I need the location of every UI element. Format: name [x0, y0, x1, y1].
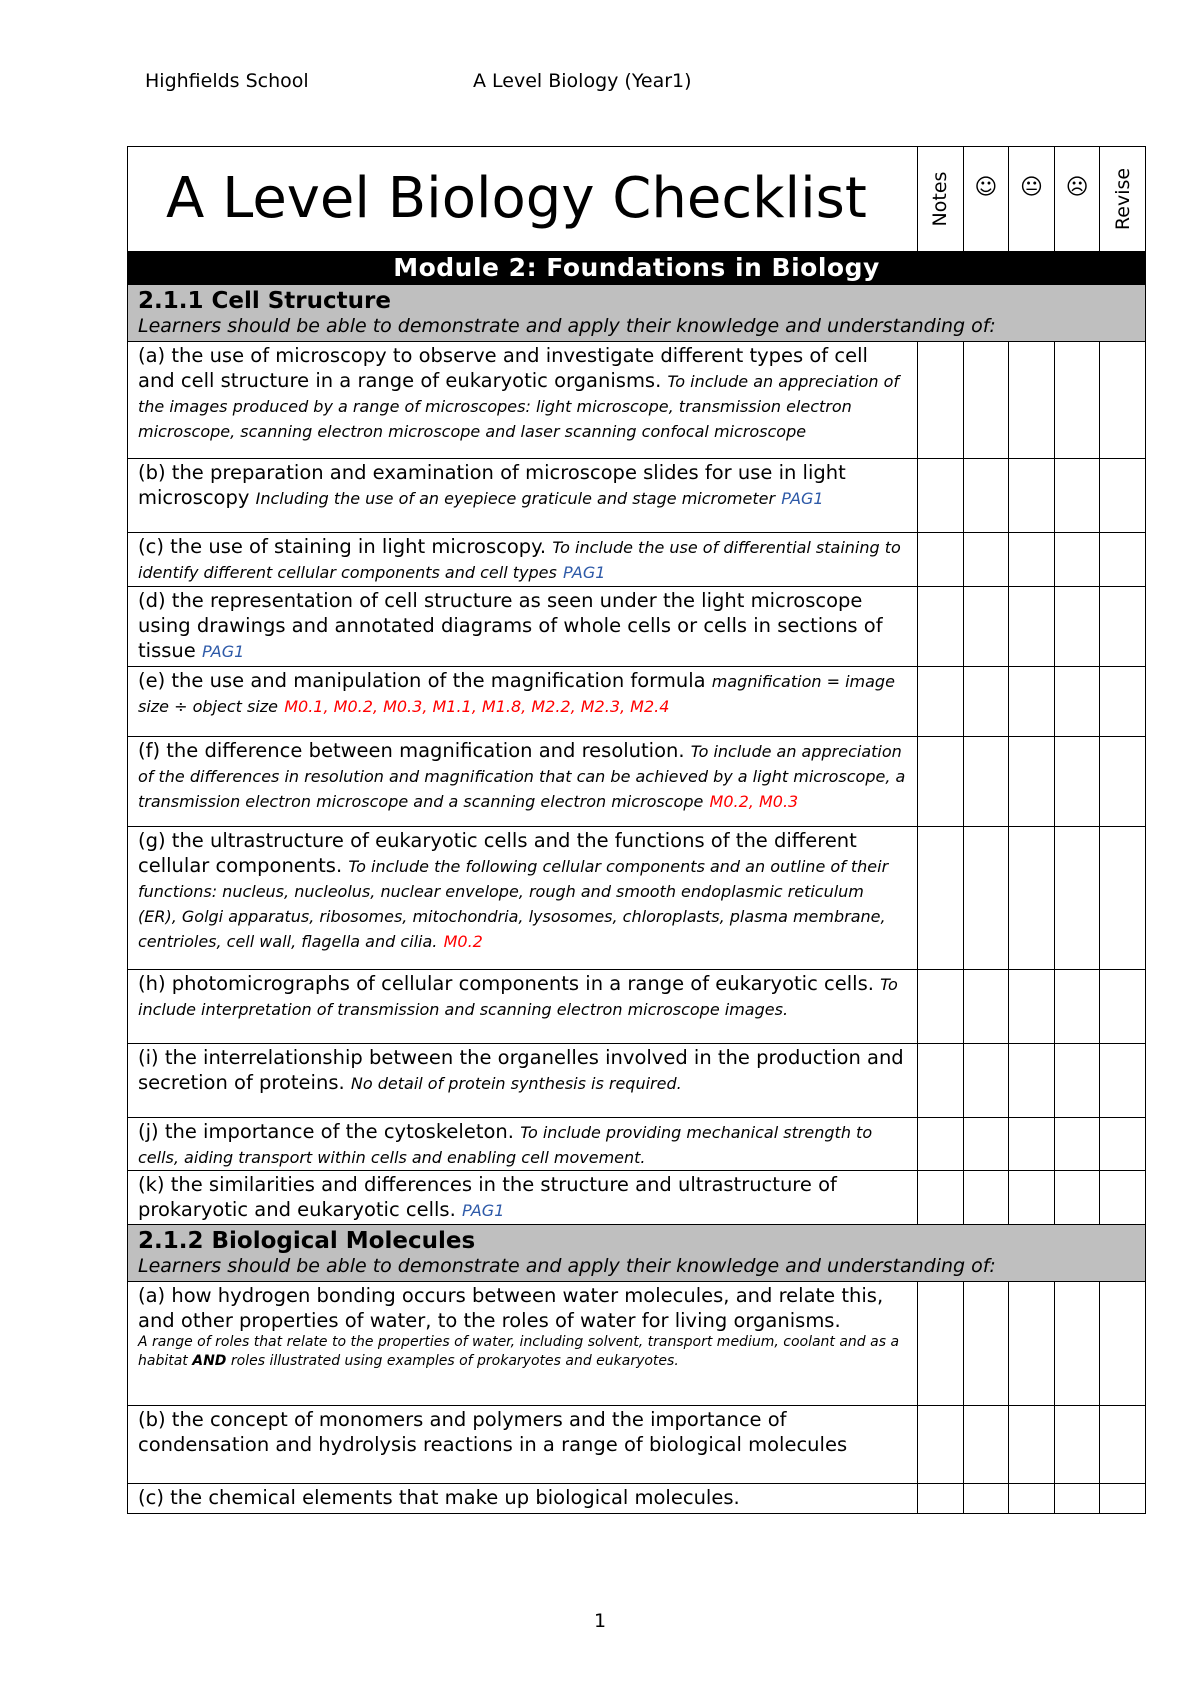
item-text: (d) the representation of cell structure as seen under the light microscope using drawings and annotated diagrams of whole cells or cells in sections of tissue — [138, 589, 883, 662]
revise-box[interactable] — [1100, 1484, 1146, 1514]
item-text: (j) the importance of the cytoskeleton. — [138, 1120, 514, 1143]
section-row — [128, 285, 1146, 342]
section-biological-molecules — [128, 1225, 1146, 1282]
notes-box[interactable] — [918, 827, 964, 970]
title-row — [128, 147, 1146, 252]
table-row — [128, 1282, 1146, 1406]
note-emphasis: AND — [192, 1353, 227, 1369]
happy-box[interactable] — [963, 1282, 1009, 1406]
item-note: To include the use of differential staining to identify different cellular components and cell types — [138, 538, 901, 582]
item-text: (f) the difference between magnification and resolution. — [138, 739, 685, 762]
section-cell-structure — [128, 285, 1146, 342]
pag-ref: PAG1 — [781, 489, 824, 508]
module-title: Module 2: Foundations in Biology — [128, 252, 1146, 285]
neutral-box[interactable] — [1009, 1406, 1055, 1484]
revise-box[interactable] — [1100, 667, 1146, 737]
item-text: (b) the preparation and examination of microscope slides for use in light microscopy — [138, 461, 846, 509]
happy-box[interactable] — [963, 1484, 1009, 1514]
notes-box[interactable] — [918, 667, 964, 737]
item-d — [128, 587, 918, 667]
item-j — [128, 1118, 918, 1171]
sad-box[interactable] — [1054, 587, 1100, 667]
item-text: (a) how hydrogen bonding occurs between water molecules, and relate this, and other properties of water, to the roles of water for living organisms. — [138, 1284, 884, 1332]
item-note: To include an appreciation of the differences in resolution and magnification that can be achieved by a light microscope, a transmission electron microscope and a scanning electron microscope — [138, 742, 906, 811]
notes-header — [918, 147, 964, 252]
item-text: (g) the ultrastructure of eukaryotic cells and the functions of the different cellular components. — [138, 829, 857, 877]
sad-box[interactable] — [1054, 1044, 1100, 1118]
revise-box[interactable] — [1100, 342, 1146, 459]
table-row — [128, 737, 1146, 827]
neutral-box[interactable] — [1009, 827, 1055, 970]
sad-box[interactable] — [1054, 1118, 1100, 1171]
sad-box[interactable] — [1054, 1484, 1100, 1514]
notes-box[interactable] — [918, 1282, 964, 1406]
item-ba — [128, 1282, 918, 1406]
table-row — [128, 667, 1146, 737]
happy-box[interactable] — [963, 342, 1009, 459]
item-note: magnification = image size ÷ object size — [138, 672, 895, 716]
item-note: To include interpretation of transmission and scanning electron microscope images. — [138, 975, 898, 1019]
happy-box[interactable] — [963, 587, 1009, 667]
item-note: To include providing mechanical strength to cells, aiding transport within cells and enabling cell movement. — [138, 1123, 873, 1167]
notes-box[interactable] — [918, 1118, 964, 1171]
table-row — [128, 1484, 1146, 1514]
item-text: (e) the use and manipulation of the magnification formula — [138, 669, 706, 692]
item-b — [128, 459, 918, 533]
item-note: To include the following cellular components and an outline of their functions: nucleus, nucleolus, nuclear envelope, rough and smooth endoplasmic reticulum (ER), Golgi apparatus, ribosomes, mitochondria, lysosomes, chloroplasts, plasma membrane, centrioles, cell wall, flagella and cilia. — [138, 857, 889, 951]
happy-box[interactable] — [963, 827, 1009, 970]
item-h — [128, 970, 918, 1044]
item-text: (c) the chemical elements that make up biological molecules. — [138, 1486, 740, 1509]
neutral-box[interactable] — [1009, 1118, 1055, 1171]
sad-box[interactable] — [1054, 1406, 1100, 1484]
note-part: A range of roles that relate to the properties of water, including solvent, transport medium, coolant and as a habitat — [138, 1334, 900, 1369]
item-k — [128, 1171, 918, 1225]
table-row — [128, 1171, 1146, 1225]
item-text: (b) the concept of monomers and polymers and the importance of condensation and hydrolysis reactions in a range of biological molecules — [138, 1408, 848, 1456]
checklist-table — [127, 146, 1146, 1514]
title-cell — [128, 147, 918, 252]
table-row — [128, 1406, 1146, 1484]
notes-box[interactable] — [918, 1044, 964, 1118]
item-e — [128, 667, 918, 737]
happy-box[interactable] — [963, 1044, 1009, 1118]
section-subtitle: Learners should be able to demonstrate and apply their knowledge and understanding of: — [138, 315, 996, 337]
revise-box[interactable] — [1100, 737, 1146, 827]
happy-box[interactable] — [963, 1171, 1009, 1225]
table-row — [128, 587, 1146, 667]
neutral-box[interactable] — [1009, 533, 1055, 587]
item-text: (a) the use of microscopy to observe and investigate different types of cell and cell structure in a range of eukaryotic organisms. — [138, 344, 868, 392]
happy-box[interactable] — [963, 667, 1009, 737]
happy-box[interactable] — [963, 1118, 1009, 1171]
table-row — [128, 342, 1146, 459]
revise-box[interactable] — [1100, 1406, 1146, 1484]
pag-ref: PAG1 — [462, 1201, 505, 1220]
page-number: 1 — [593, 1610, 607, 1632]
revise-box[interactable] — [1100, 459, 1146, 533]
sad-face-icon: ☹ — [1054, 147, 1100, 252]
item-note: To include an appreciation of the images produced by a range of microscopes: light microscope, transmission electron microscope, scanning electron microscope and laser scanning confocal microscope — [138, 372, 899, 441]
sad-box[interactable] — [1054, 970, 1100, 1044]
maths-ref: M0.2 — [443, 932, 483, 951]
happy-box[interactable] — [963, 737, 1009, 827]
revise-box[interactable] — [1100, 1044, 1146, 1118]
header-school: Highfields School — [145, 70, 309, 92]
pag-ref: PAG1 — [563, 563, 606, 582]
table-row — [128, 970, 1146, 1044]
revise-box[interactable] — [1100, 1282, 1146, 1406]
sad-box[interactable] — [1054, 533, 1100, 587]
item-note — [138, 1333, 907, 1371]
section-subtitle: Learners should be able to demonstrate and apply their knowledge and understanding of: — [138, 1255, 996, 1277]
notes-box[interactable] — [918, 1171, 964, 1225]
item-note: Including the use of an eyepiece graticule and stage micrometer — [255, 489, 776, 508]
maths-ref: M0.1, M0.2, M0.3, M1.1, M1.8, M2.2, M2.3, M2.4 — [284, 697, 670, 716]
notes-label: Notes — [929, 171, 952, 227]
neutral-box[interactable] — [1009, 1044, 1055, 1118]
revise-box[interactable] — [1100, 827, 1146, 970]
sad-box[interactable] — [1054, 667, 1100, 737]
sad-box[interactable] — [1054, 1282, 1100, 1406]
item-text: (k) the similarities and differences in the structure and ultrastructure of prokaryotic and eukaryotic cells. — [138, 1173, 837, 1221]
header-course: A Level Biology (Year1) — [473, 70, 692, 92]
neutral-box[interactable] — [1009, 1282, 1055, 1406]
item-i — [128, 1044, 918, 1118]
table-row — [128, 459, 1146, 533]
sad-box[interactable] — [1054, 459, 1100, 533]
happy-box[interactable] — [963, 1406, 1009, 1484]
item-text: (i) the interrelationship between the organelles involved in the production and secretion of proteins. — [138, 1046, 904, 1094]
item-a — [128, 342, 918, 459]
sad-box[interactable] — [1054, 827, 1100, 970]
note-part: roles illustrated using examples of prokaryotes and eukaryotes. — [230, 1353, 679, 1369]
happy-box[interactable] — [963, 970, 1009, 1044]
table-row — [128, 1044, 1146, 1118]
neutral-box[interactable] — [1009, 459, 1055, 533]
neutral-box[interactable] — [1009, 1484, 1055, 1514]
neutral-face-icon: 😐 — [1009, 147, 1055, 252]
sad-box[interactable] — [1054, 737, 1100, 827]
module-row — [128, 252, 1146, 285]
revise-box[interactable] — [1100, 1118, 1146, 1171]
neutral-box[interactable] — [1009, 342, 1055, 459]
page-title: A Level Biology Checklist — [166, 166, 867, 231]
notes-box[interactable] — [918, 737, 964, 827]
notes-box[interactable] — [918, 1406, 964, 1484]
item-f — [128, 737, 918, 827]
revise-box[interactable] — [1100, 587, 1146, 667]
notes-box[interactable] — [918, 587, 964, 667]
section-title: 2.1.1 Cell Structure — [138, 288, 391, 314]
maths-ref: M0.2, M0.3 — [709, 792, 799, 811]
neutral-box[interactable] — [1009, 970, 1055, 1044]
item-g — [128, 827, 918, 970]
sad-box[interactable] — [1054, 342, 1100, 459]
revise-header — [1100, 147, 1146, 252]
section-row — [128, 1225, 1146, 1282]
section-title: 2.1.2 Biological Molecules — [138, 1228, 476, 1254]
neutral-box[interactable] — [1009, 1171, 1055, 1225]
revise-box[interactable] — [1100, 1171, 1146, 1225]
revise-box[interactable] — [1100, 533, 1146, 587]
neutral-box[interactable] — [1009, 667, 1055, 737]
item-c — [128, 533, 918, 587]
neutral-box[interactable] — [1009, 587, 1055, 667]
notes-box[interactable] — [918, 1484, 964, 1514]
neutral-box[interactable] — [1009, 737, 1055, 827]
happy-box[interactable] — [963, 533, 1009, 587]
pag-ref: PAG1 — [201, 642, 245, 661]
table-row — [128, 533, 1146, 587]
table-row — [128, 827, 1146, 970]
happy-face-icon: ☺ — [963, 147, 1009, 252]
item-bc — [128, 1484, 918, 1514]
notes-box[interactable] — [918, 342, 964, 459]
notes-box[interactable] — [918, 533, 964, 587]
item-note: No detail of protein synthesis is required. — [350, 1074, 682, 1093]
sad-box[interactable] — [1054, 1171, 1100, 1225]
item-bb — [128, 1406, 918, 1484]
item-text: (h) photomicrographs of cellular components in a range of eukaryotic cells. — [138, 972, 874, 995]
revise-box[interactable] — [1100, 970, 1146, 1044]
revise-label: Revise — [1111, 167, 1134, 231]
table-row — [128, 1118, 1146, 1171]
happy-box[interactable] — [963, 459, 1009, 533]
item-text: (c) the use of staining in light microscopy. — [138, 535, 547, 558]
notes-box[interactable] — [918, 970, 964, 1044]
notes-box[interactable] — [918, 459, 964, 533]
